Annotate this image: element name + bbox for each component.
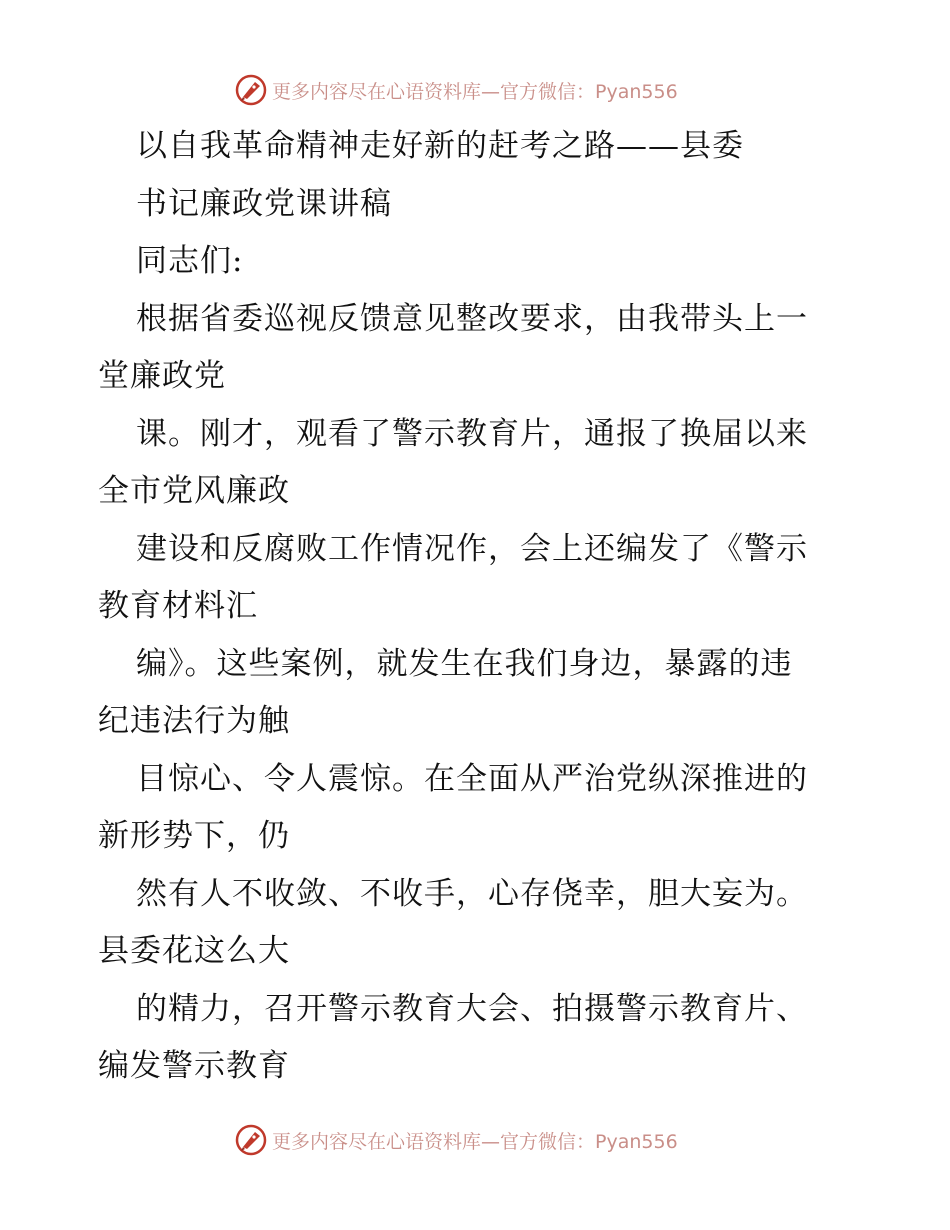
text-line: 教育材料汇 (98, 588, 258, 624)
text-line: 纪违法行为触 (98, 703, 290, 739)
pen-nib-logo-icon (234, 1123, 268, 1157)
watermark-text: 更多内容尽在心语资料库—官方微信：Pyan556 (272, 1130, 678, 1153)
text-line: 根据省委巡视反馈意见整改要求，由我带头上一 (136, 300, 808, 337)
text-line: 编发警示教育 (98, 1048, 290, 1084)
text-line: 书记廉政党课讲稿 (136, 185, 392, 222)
text-line: 以自我革命精神走好新的赶考之路——县委 (136, 128, 744, 164)
text-line: 课。刚才，观看了警示教育片，通报了换届以来 (136, 415, 808, 452)
text-line: 建设和反腐败工作情况作，会上还编发了《警示 (136, 530, 808, 567)
footer-watermark (234, 1120, 754, 1160)
text-line: 县委花这么大 (98, 933, 290, 969)
text-line: 同志们: (136, 243, 244, 279)
text-line: 全市党风廉政 (98, 473, 290, 509)
text-line: 编》。这些案例，就发生在我们身边，暴露的违 (136, 645, 793, 682)
document-body (98, 118, 858, 1096)
pen-nib-logo-icon (234, 73, 268, 107)
text-line: 然有人不收敛、不收手，心存侥幸，胆大妄为。 (136, 875, 808, 912)
text-line: 的精力，召开警示教育大会、拍摄警示教育片、 (136, 990, 808, 1027)
text-line: 新形势下，仍 (98, 818, 290, 854)
watermark-text: 更多内容尽在心语资料库—官方微信：Pyan556 (272, 80, 678, 103)
text-line: 堂廉政党 (98, 358, 226, 394)
header-watermark (234, 70, 754, 110)
text-line: 目惊心、令人震惊。在全面从严治党纵深推进的 (136, 760, 808, 797)
